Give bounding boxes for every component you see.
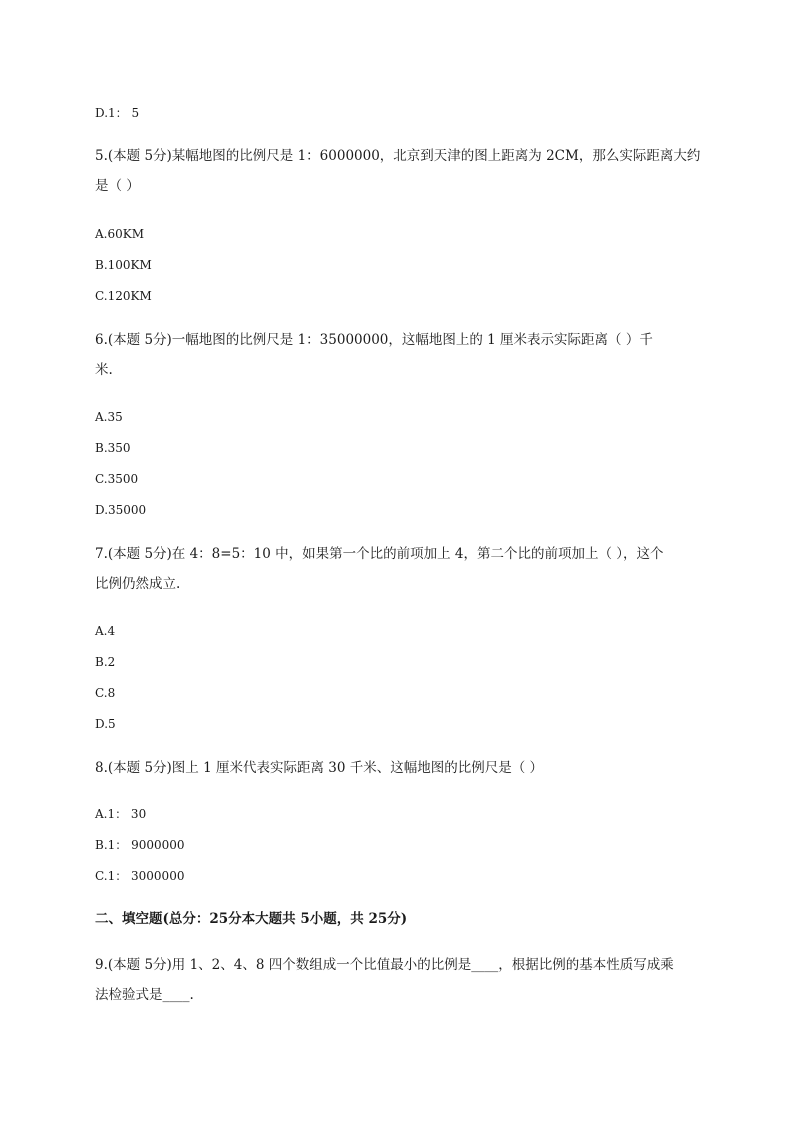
q6-option-b: B.350 bbox=[95, 441, 131, 455]
q7-option-b: B.2 bbox=[95, 655, 116, 669]
section-heading-fill-in: 二、填空题(总分：25分本大题共 5小题，共 25分) bbox=[95, 911, 408, 927]
q6-option-c: C.3500 bbox=[95, 472, 139, 486]
q6-question-line2: 米. bbox=[95, 362, 113, 378]
q7-option-d: D.5 bbox=[95, 717, 116, 731]
q6-question-line1: 6.(本题 5分)一幅地图的比例尺是 1：35000000，这幅地图上的 1 厘米表示实际距离（ ）千 bbox=[95, 332, 653, 348]
q5-option-c: C.120KM bbox=[95, 289, 152, 303]
q4-option-d: D.1： 5 bbox=[95, 106, 140, 120]
q5-question-line2: 是（ ） bbox=[95, 178, 140, 194]
q9-question-line2: 法检验式是____. bbox=[95, 987, 194, 1003]
q5-question-line1: 5.(本题 5分)某幅地图的比例尺是 1：6000000，北京到天津的图上距离为 2CM，那么实际距离大约 bbox=[95, 148, 701, 164]
q5-option-b: B.100KM bbox=[95, 258, 152, 272]
q7-question-line2: 比例仍然成立. bbox=[95, 576, 181, 592]
q8-option-b: B.1： 9000000 bbox=[95, 838, 185, 852]
q8-option-a: A.1： 30 bbox=[95, 807, 147, 821]
q8-option-c: C.1： 3000000 bbox=[95, 869, 185, 883]
q7-option-a: A.4 bbox=[95, 624, 116, 638]
q9-question-line1: 9.(本题 5分)用 1、2、4、8 四个数组成一个比值最小的比例是____，根据比例的基本性质写成乘 bbox=[95, 957, 674, 973]
q6-option-d: D.35000 bbox=[95, 503, 147, 517]
q7-question-line1: 7.(本题 5分)在 4：8=5：10 中，如果第一个比的前项加上 4，第二个比的前项加上（ ），这个 bbox=[95, 546, 664, 562]
q6-option-a: A.35 bbox=[95, 410, 123, 424]
q8-question-line1: 8.(本题 5分)图上 1 厘米代表实际距离 30 千米、这幅地图的比例尺是（ ） bbox=[95, 760, 544, 776]
q5-option-a: A.60KM bbox=[95, 227, 145, 241]
q7-option-c: C.8 bbox=[95, 686, 116, 700]
